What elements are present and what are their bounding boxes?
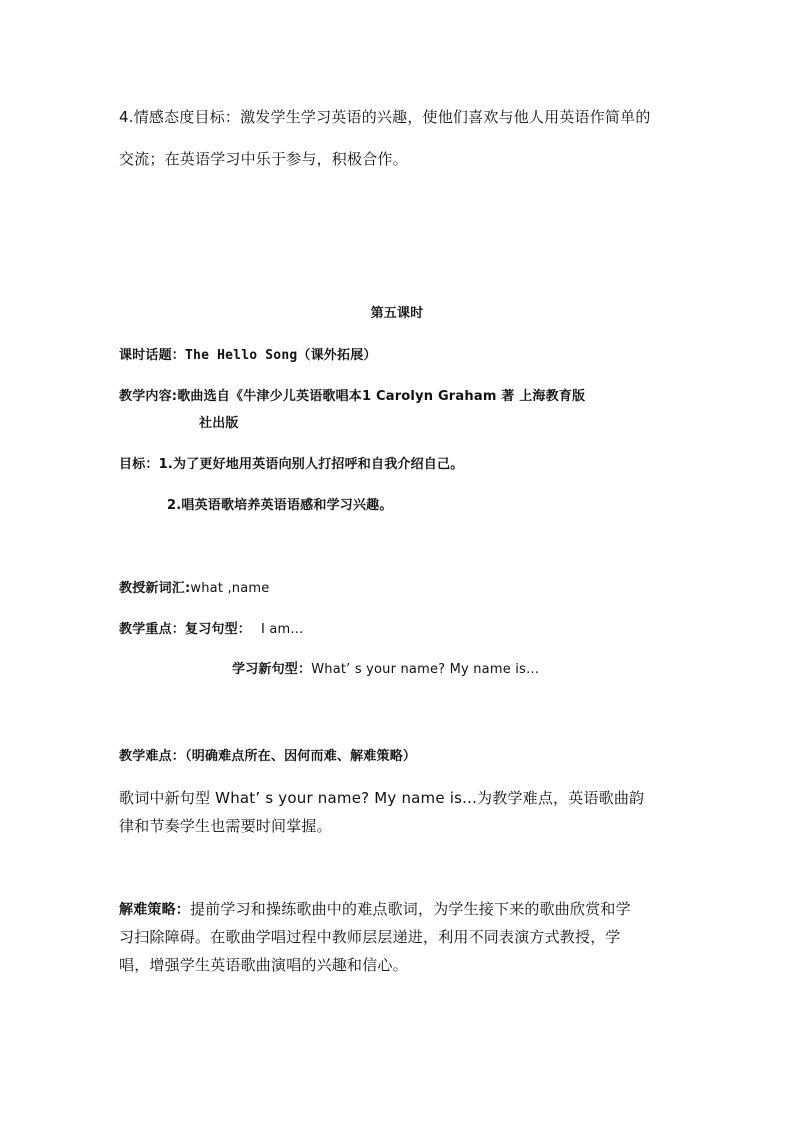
topic-label: 课时话题： [119,348,186,363]
new-pattern-line [232,662,539,678]
lesson-topic [119,348,377,364]
new-pattern-label: 学习新句型： [232,662,312,677]
strategy-text-line-3: 唱，增强学生英语歌曲演唱的兴趣和信心。 [119,956,408,974]
strategy-line-1 [119,900,631,919]
goals-line [119,457,463,473]
key-point-line [119,622,303,638]
affective-goal-line-1: 4.情感态度目标：激发学生学习英语的兴趣，使他们喜欢与他人用英语作简单的 [119,108,651,126]
strategy-text-line-2: 习扫除障碍。在歌曲学唱过程中教师层层递进，利用不同表演方式教授，学 [119,928,621,946]
vocab-value: what ,name [190,581,270,596]
lesson-title: 第五课时 [370,306,424,321]
difficulty-text-line-2: 律和节奏学生也需要时间掌握。 [119,817,332,835]
strategy-text-line-1: 提前学习和操练歌曲中的难点歌词，为学生接下来的歌曲欣赏和学 [190,900,631,918]
vocab-label: 教授新词汇: [119,581,191,596]
keypoint-label: 教学重点：复习句型： [119,622,252,637]
vocabulary-line [119,581,269,597]
difficulty-text-line-1: 歌词中新句型 What’ s your name? My name is...为教学难点，英语歌曲韵 [119,789,645,807]
content-value-line-1: 歌曲选自《牛津少儿英语歌唱本1 Carolyn Graham 著 上海教育版 [177,389,586,404]
content-value-line-2: 社出版 [199,416,239,431]
keypoint-value: I am... [261,622,304,637]
affective-goal-line-2: 交流；在英语学习中乐于参与，积极合作。 [119,150,408,168]
new-pattern-value: What’ s your name? My name is… [311,662,540,677]
difficulty-heading: 教学难点：（明确难点所在、因何而难、解难策略） [119,749,417,764]
topic-value: The Hello Song（课外拓展） [185,348,377,363]
strategy-label: 解难策略： [119,902,190,918]
goal-item-2: 2.唱英语歌培养英语语感和学习兴趣。 [167,498,393,513]
content-label: 教学内容: [119,389,178,404]
goal-item-1: 1.为了更好地用英语向别人打招呼和自我介绍自己。 [158,457,464,472]
teaching-content [119,389,585,405]
goals-label: 目标： [119,457,159,472]
